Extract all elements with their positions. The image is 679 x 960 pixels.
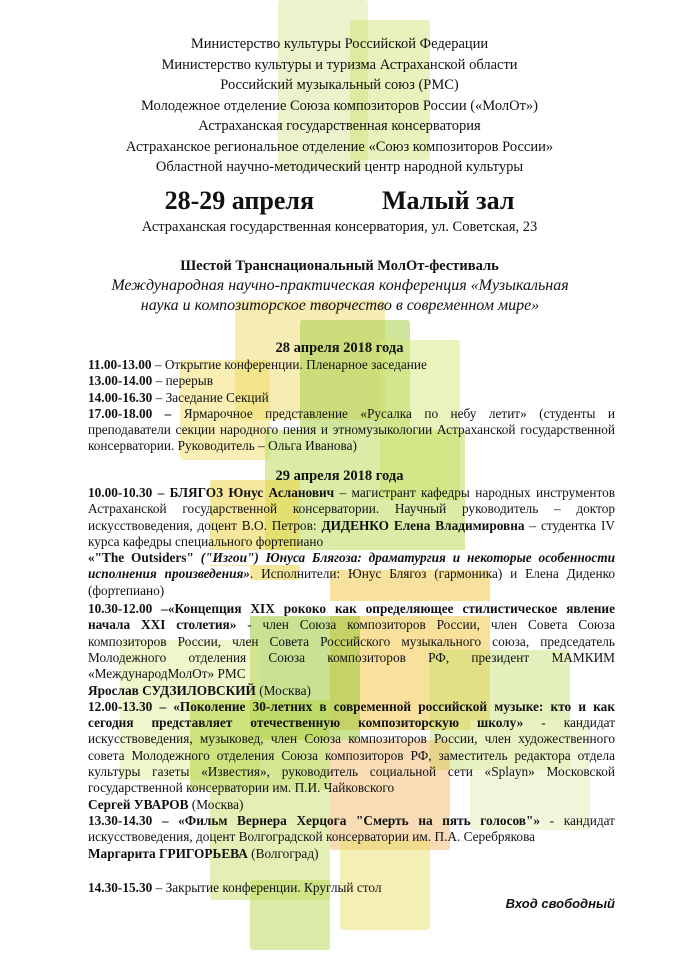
day1-schedule [70, 357, 615, 455]
schedule-text: - член Союза композиторов России, член Совета Союза композиторов России, член Совета Российского музыкального союза, председатель Молодежного отделения Союза композиторов РФ, президент МАМКИМ «МеждународМолОт» РМС [88, 617, 615, 682]
schedule-time: 14.00-16.30 [88, 389, 153, 405]
event-hall: Малый зал [382, 186, 515, 215]
festival-title: Шестой Транснациональный МолОт-фестиваль [180, 258, 499, 274]
schedule-item [70, 699, 615, 797]
speaker-name: Ярослав СУДЗИЛОВСКИЙ [88, 682, 256, 698]
talk-title: – «Фильм Вернера Херцога "Смерть на пять голосов"» [152, 812, 541, 828]
day2-schedule [70, 485, 615, 896]
schedule-dash: – [152, 405, 184, 421]
event-dates: 28-29 апреля [164, 186, 315, 215]
conference-title-line: наука и композиторское творчество в современном мире» [140, 297, 540, 314]
talk-title-part: «"The Outsiders" [88, 550, 201, 566]
organizer: Российский музыкальный союз (РМС) [220, 77, 459, 93]
schedule-time: 10.30-12.00 [88, 601, 153, 617]
schedule-text: - кандидат искусствоведения, доцент Волгоградской консерватории им. П.А. Серебрякова [88, 812, 615, 845]
schedule-item [70, 813, 615, 846]
schedule-time: 12.00-13.30 [88, 698, 153, 714]
speaker-city: (Москва) [188, 796, 244, 812]
schedule-text: – Закрытие конференции. Круглый стол [152, 879, 382, 895]
talk-title: – «Поколение 30-летних в современной российской музыке: кто и как сегодня представляет отечественную композиторскую школу» [88, 698, 615, 731]
event-headline [0, 186, 679, 216]
free-entry-note: Вход свободный [505, 896, 615, 911]
speaker [70, 683, 615, 699]
organizer: Министерство культуры Российской Федерации [190, 36, 489, 52]
conference-title-line: Международная научно-практическая конференция «Музыкальная [111, 277, 569, 294]
schedule-text: - кандидат искусствоведения, музыковед, член Союза композиторов России, член художественного совета Молодежного отделения Союза композиторов РФ, заместитель редактора отдела культуры газеты «Известия», руководитель социальной сети «Splayn» Московской государственной консерватории им. П.И. Чайковского [88, 715, 616, 796]
talk-title-part: : драматургия и некоторые особенности исполнения произведения» [88, 550, 616, 582]
schedule-time: 11.00-13.00 [88, 357, 152, 372]
day1-title: 28 апреля 2018 года [275, 340, 404, 356]
schedule-dash: – [152, 485, 170, 500]
day2-title: 29 апреля 2018 года [275, 468, 404, 484]
organizer: Областной научно-методический центр народной культуры [155, 159, 524, 175]
talk-performers: . Исполнители: Юнус Блягоз (гармоника) и Елена Диденко (фортепиано) [88, 566, 616, 598]
talk-title-part: ("Изгои") Юнуса Блягоза [200, 550, 358, 566]
talk-title [70, 550, 615, 599]
schedule-time: 13.30-14.30 [88, 812, 153, 828]
organizer: Астраханская государственная консерватория [198, 118, 481, 134]
organizers-list [0, 34, 679, 178]
conference-title [60, 276, 620, 316]
schedule-time: 17.00-18.00 [88, 405, 153, 421]
schedule-time: 14.30-15.30 [88, 879, 153, 895]
organizer: Астраханское региональное отделение «Союз композиторов России» [125, 138, 554, 155]
schedule-item [70, 406, 615, 455]
schedule-text: – студентка IV курса кафедры специального фортепиано [88, 517, 615, 549]
schedule-text: – Открытие конференции. Пленарное заседание [151, 357, 427, 372]
event-venue: Астраханская государственная консерватория, ул. Советская, 23 [141, 219, 538, 235]
schedule-time: 13.00-14.00 [88, 373, 153, 389]
speaker [70, 797, 615, 813]
schedule-item [70, 485, 615, 550]
speaker [70, 846, 615, 862]
speaker-name: Сергей УВАРОВ [88, 796, 189, 812]
schedule-item [70, 880, 615, 896]
schedule-text: – перерыв [152, 373, 213, 389]
schedule-time: 10.00-10.30 [88, 485, 153, 500]
speaker-city: (Волгоград) [247, 845, 319, 861]
schedule-item [70, 601, 615, 682]
talk-title: –«Концепция XIX рококо как определяющее стилистическое явление начала XXI столетия» [88, 601, 615, 633]
speaker-name: БЛЯГОЗ Юнус Асланович [169, 485, 335, 500]
schedule-item [70, 390, 615, 406]
speaker-name: ДИДЕНКО Елена Владимировна [321, 517, 525, 533]
speaker-name: Маргарита ГРИГОРЬЕВА [88, 845, 248, 861]
schedule-item [70, 373, 615, 389]
schedule-text: Ярмарочное представление «Русалка по небу летит» (студенты и преподаватели секции народного пения и этномузыкологии Астраханской государственной консерватории. Руководитель – Ольга Иванова) [88, 405, 615, 454]
schedule-text: – Заседание Секций [152, 389, 269, 405]
organizer: Молодежное отделение Союза композиторов России («МолОт») [141, 97, 538, 114]
organizer: Министерство культуры и туризма Астраханской области [161, 56, 518, 73]
schedule-item [70, 357, 615, 373]
speaker-city: (Москва) [255, 682, 311, 698]
schedule-text: – магистрант кафедры народных инструментов Астраханской государственной консерватории. Научный руководитель – доктор искусствоведения, доцент В.О. Петров: [88, 485, 616, 533]
